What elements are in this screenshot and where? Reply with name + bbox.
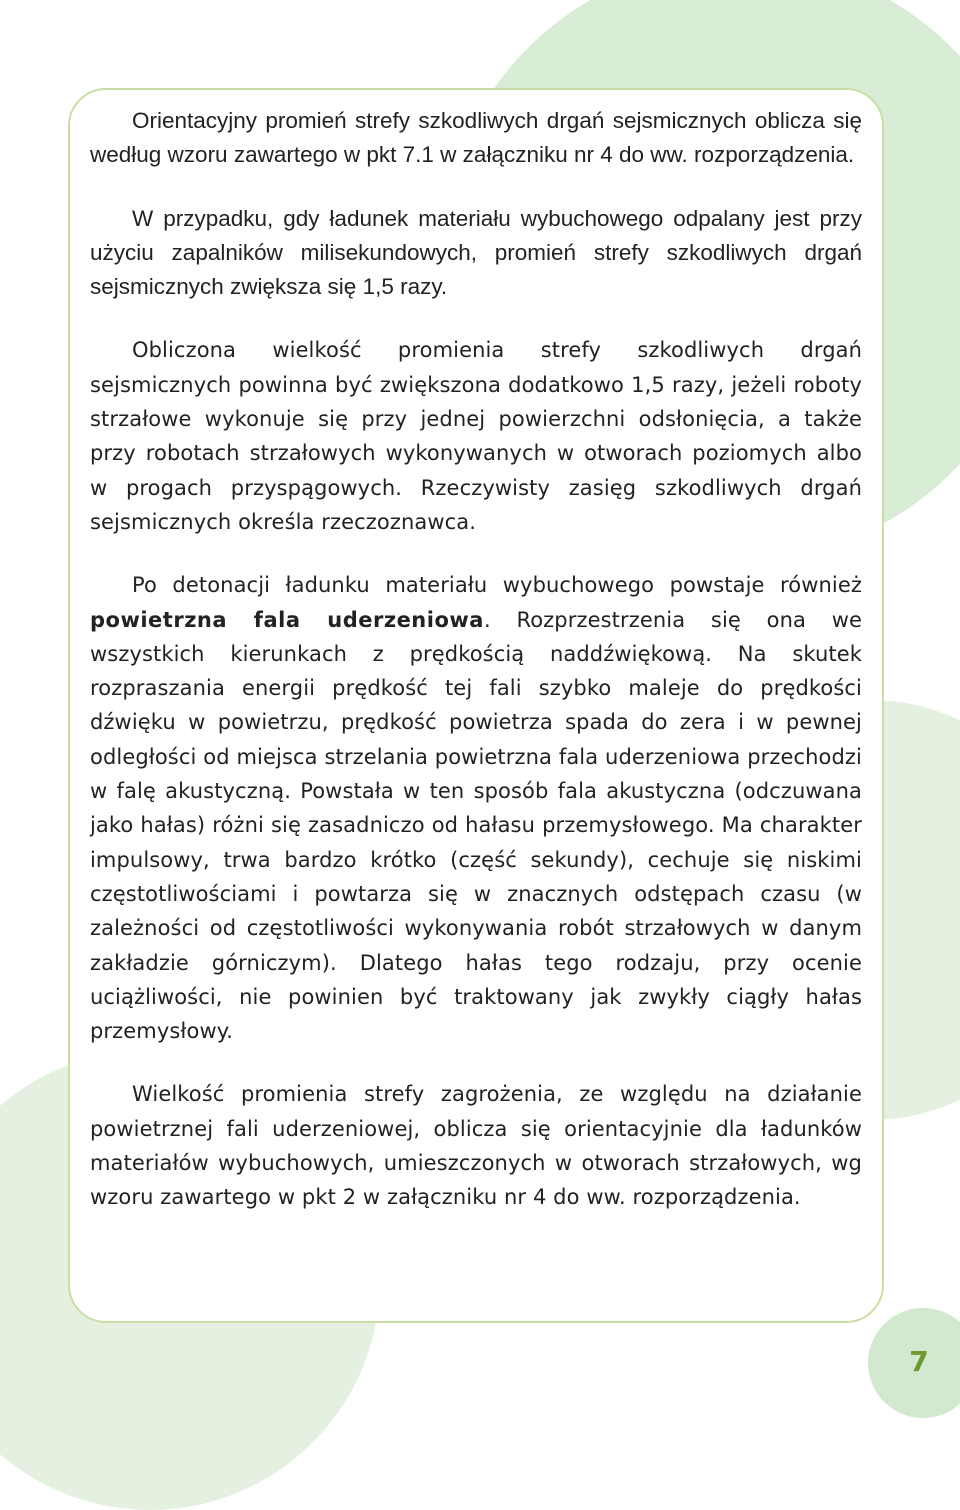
page-number: 7	[909, 1345, 929, 1378]
paragraph-2: W przypadku, gdy ładunek materiału wybuchowego odpalany jest przy użyciu zapalników milisekundowych, promień strefy szkodliwych drgań sejsmicznych zwiększa się 1,5 razy.	[90, 205, 862, 300]
paragraph-5: Wielkość promienia strefy zagrożenia, ze względu na działanie powietrznej fali uderzeniowej, oblicza się orientacyjnie dla ładunków materiałów wybuchowych, umieszczonych w otworach strzałowych, wg wzoru zawartego w pkt 2 w załączniku nr 4 do ww. rozporządzenia.	[90, 1082, 862, 1210]
paragraph-4	[90, 568, 862, 1048]
paragraph-1: Orientacyjny promień strefy szkodliwych drgań sejsmicznych oblicza się według wzoru zawartego w pkt 7.1 w załączniku nr 4 do ww. rozporządzenia.	[90, 108, 862, 168]
highlight-term: powietrzna fala uderzeniowa	[90, 607, 484, 632]
text-card	[68, 88, 884, 1323]
paragraph-4-after: . Rozprzestrzenia się ona we wszystkich kierunkach z prędkością naddźwiękową. Na skutek rozpraszania energii prędkość tej fali szybko maleje do prędkości dźwięku w powietrzu, prędkość powietrza spada do zera i w pewnej odległości od miejsca strzelania powietrzna fala uderzeniowa przechodzi w falę akustyczną. Powstała w ten sposób fala akustyczna (odczuwana jako hałas) różni się zasadniczo od hałasu przemysłowego. Ma charakter impulsowy, trwa bardzo krótko (część sekundy), cechuje się niskimi częstotliwościami i powtarza się w znacznych odstępach czasu (w zależności od częstotliwości wykonywania robót strzałowych w danym zakładzie górniczym). Dlatego hałas tego rodzaju, przy ocenie uciążliwości, nie powinien być traktowany jak zwykły ciągły hałas przemysłowy.	[90, 607, 862, 1044]
paragraph-3: Obliczona wielkość promienia strefy szkodliwych drgań sejsmicznych powinna być zwiększona dodatkowo 1,5 razy, jeżeli roboty strzałowe wykonuje się przy jednej powierzchni odsłonięcia, a także przy robotach strzałowych wykonywanych w otworach poziomych albo w progach przyspągowych. Rzeczywisty zasięg szkodliwych drgań sejsmicznych określa rzeczoznawca.	[90, 338, 862, 534]
paragraph-4-before: Po detonacji ładunku materiału wybuchowego powstaje również	[132, 573, 862, 598]
